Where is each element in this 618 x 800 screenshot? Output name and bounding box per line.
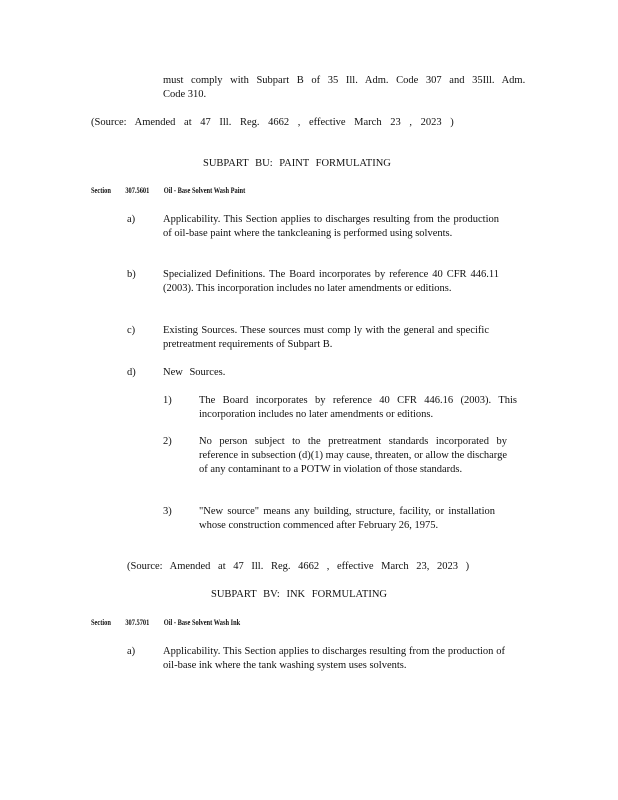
continuation-line-1: must comply with Subpart B of 35 Ill. Adm. Code 307 and 35Ill. Adm.: [163, 75, 526, 86]
subitem-marker: 3): [163, 506, 172, 517]
continuation-line-2: Code 310.: [163, 89, 207, 100]
section-heading-3075701: [91, 617, 255, 629]
section-label: Section: [91, 186, 111, 195]
subitem-prohibition: No person subject to the pretreatment standards incorporated by reference in subsection (d)(1) may cause, threaten, or allow the discharge of any contaminant to a POTW in violation of those standards.: [199, 436, 507, 475]
item-marker: a): [127, 646, 136, 657]
item-marker: a): [127, 214, 136, 225]
subitem-marker: 2): [163, 436, 172, 447]
section-label: Section: [91, 618, 111, 627]
section-number: 307.5601: [125, 186, 150, 195]
subpart-bu-heading: SUBPART BU: PAINT FORMULATING: [203, 158, 391, 169]
subitem-incorporation: The Board incorporates by reference 40 CFR 446.16 (2003). This incorporation includes no later amendments or editions.: [199, 395, 517, 420]
section-title: Oil - Base Solvent Wash Ink: [163, 618, 241, 627]
source-note: (Source: Amended at 47 Ill. Reg. 4662 , effective March 23, 2023 ): [127, 561, 470, 572]
subpart-bv-heading: SUBPART BV: INK FORMULATING: [211, 589, 387, 600]
subitem-new-source-definition: "New source" means any building, structure, facility, or installation whose construction commenced after February 26, 1975.: [199, 506, 495, 531]
item-specialized-definitions: Specialized Definitions. The Board incorporates by reference 40 CFR 446.11 (2003). This incorporation includes no later amendments or editions.: [163, 269, 499, 294]
item-marker: c): [127, 325, 136, 336]
source-note: (Source: Amended at 47 Ill. Reg. 4662 , effective March 23 , 2023 ): [91, 117, 454, 128]
section-number: 307.5701: [125, 618, 150, 627]
item-ink-applicability: Applicability. This Section applies to discharges resulting from the production of oil-base ink where the tank washing system uses solvents.: [163, 646, 505, 671]
item-applicability: Applicability. This Section applies to discharges resulting from the production of oil-base paint where the tankcleaning is performed using solvents.: [163, 214, 499, 239]
section-heading-3075601: [91, 185, 260, 197]
item-existing-sources: Existing Sources. These sources must comp ly with the general and specific pretreatment requirements of Subpart B.: [163, 325, 489, 350]
item-marker: b): [127, 269, 136, 280]
subitem-marker: 1): [163, 395, 172, 406]
item-marker: d): [127, 367, 136, 378]
section-title: Oil - Base Solvent Wash Paint: [163, 186, 246, 195]
item-new-sources: New Sources.: [163, 367, 226, 378]
